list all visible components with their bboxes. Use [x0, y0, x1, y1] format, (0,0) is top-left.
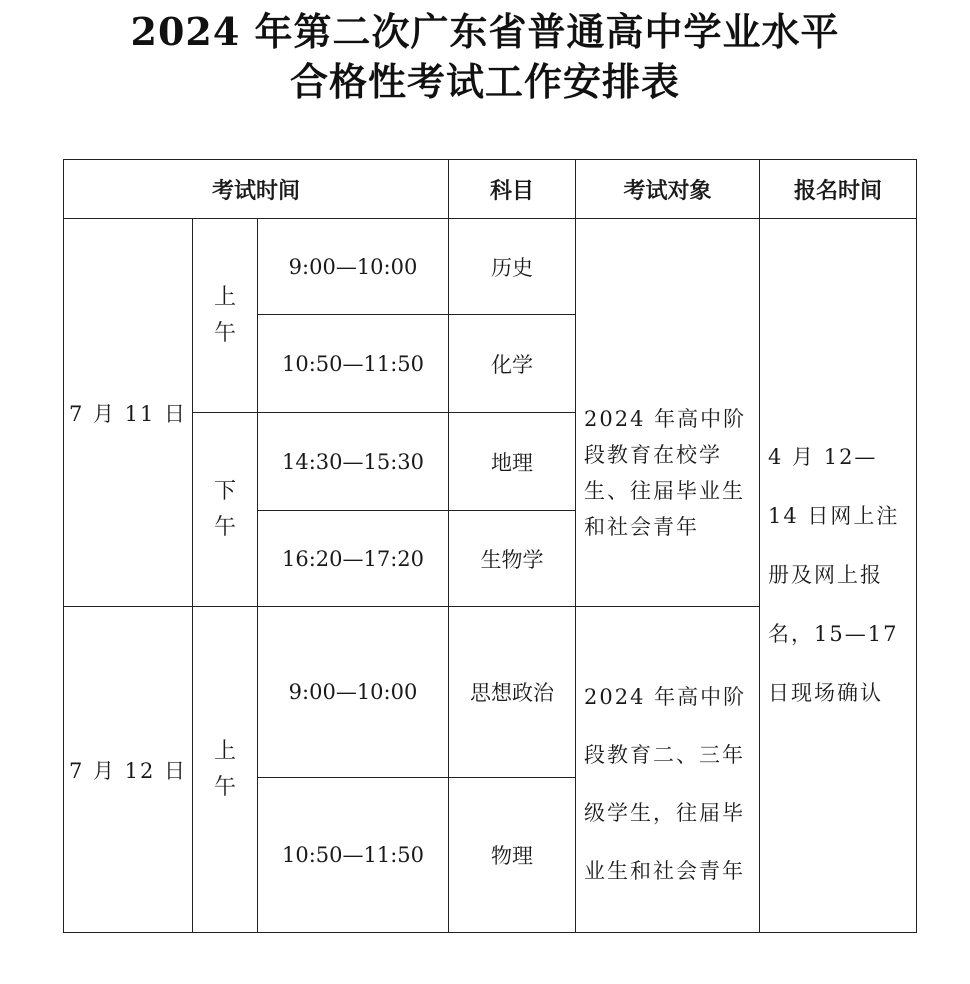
header-registration: 报名时间 — [760, 160, 917, 219]
header-row — [64, 160, 917, 219]
document-title-line-2: 合格性考试工作安排表 — [289, 59, 680, 104]
period-cell — [193, 607, 258, 933]
period-cell — [193, 413, 258, 607]
time-cell: 9:00—10:00 — [258, 607, 449, 778]
target-text: 2024 年高中阶段教育在校学生、往届毕业生和社会青年 — [584, 406, 747, 539]
date-cell: 7 月 12 日 — [64, 607, 193, 933]
header-target: 考试对象 — [576, 160, 760, 219]
table-row — [64, 219, 917, 315]
time-cell: 16:20—17:20 — [258, 511, 449, 607]
subject-cell: 思想政治 — [449, 607, 576, 778]
exam-schedule-table — [63, 159, 917, 933]
period-cell — [193, 219, 258, 413]
header-exam-time: 考试时间 — [64, 160, 449, 219]
time-cell: 10:50—11:50 — [258, 315, 449, 413]
target-cell — [576, 607, 760, 933]
subject-cell: 地理 — [449, 413, 576, 511]
period-label: 上午 — [213, 284, 236, 346]
registration-text: 4 月 12—14 日网上注册及网上报名，15—17 日现场确认 — [768, 445, 900, 705]
target-text: 2024 年高中阶段教育二、三年级学生，往届毕业生和社会青年 — [584, 684, 747, 883]
target-cell — [576, 219, 760, 607]
time-cell: 10:50—11:50 — [258, 778, 449, 933]
period-label: 上午 — [213, 738, 236, 800]
subject-cell: 生物学 — [449, 511, 576, 607]
subject-cell: 化学 — [449, 315, 576, 413]
header-subject: 科目 — [449, 160, 576, 219]
subject-cell: 历史 — [449, 219, 576, 315]
registration-cell — [760, 219, 917, 933]
document-title-line-1: 2024 年第二次广东省普通高中学业水平 — [130, 9, 840, 54]
period-label: 下午 — [213, 478, 236, 540]
time-cell: 9:00—10:00 — [258, 219, 449, 315]
subject-cell: 物理 — [449, 778, 576, 933]
date-cell: 7 月 11 日 — [64, 219, 193, 607]
time-cell: 14:30—15:30 — [258, 413, 449, 511]
